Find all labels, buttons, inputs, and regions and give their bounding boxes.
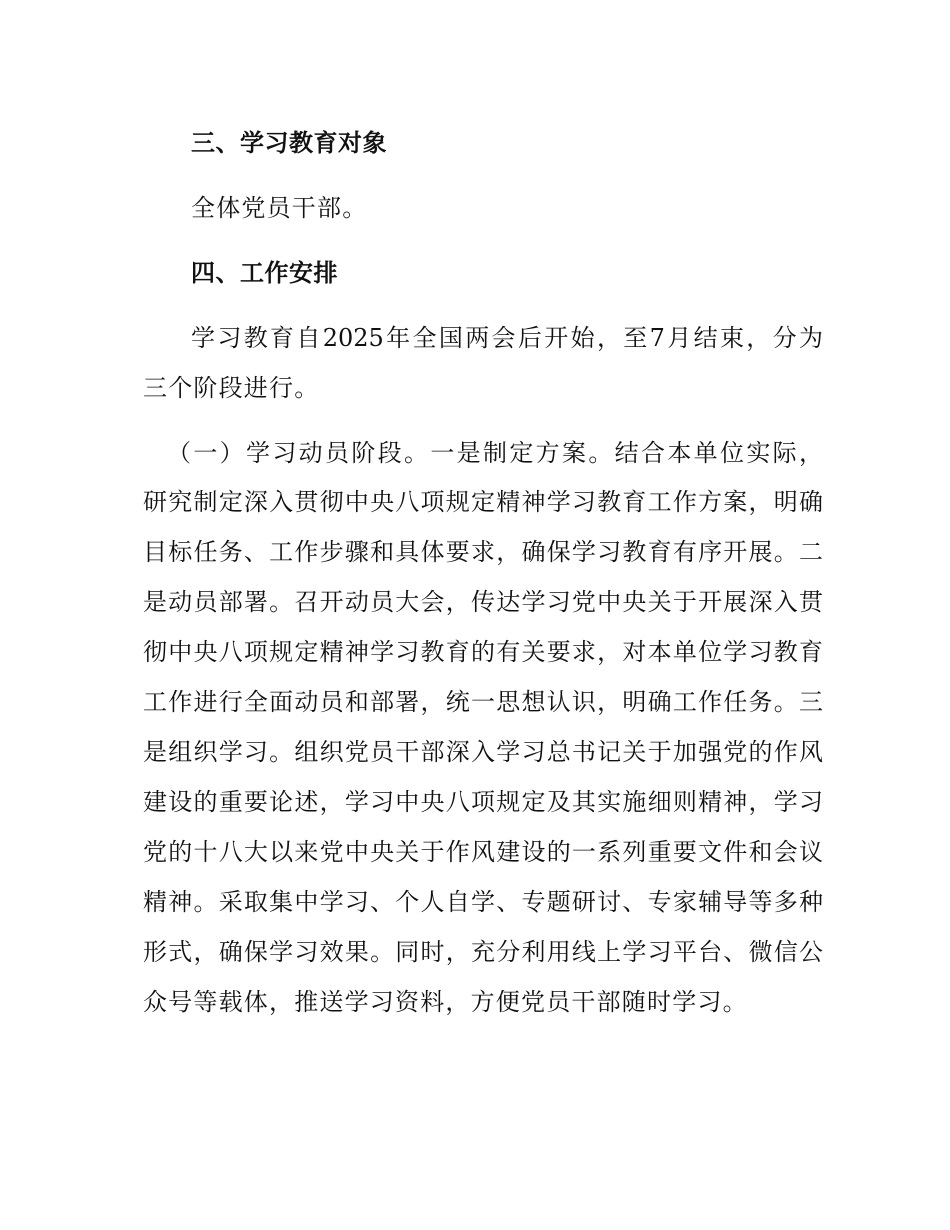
section-body-line: 三个阶段进行。 [143, 374, 320, 402]
paragraph-line: 是动员部署。召开动员大会，传达学习党中央关于开展深入贯 [143, 588, 823, 616]
section-body-line: 学习教育自2025年全国两会后开始，至7月结束，分为 [191, 324, 823, 352]
paragraph-line: 党的十八大以来党中央关于作风建设的一系列重要文件和会议 [143, 838, 823, 866]
paragraph-line: 众号等载体，推送学习资料，方便党员干部随时学习。 [143, 988, 748, 1016]
paragraph-line: 是组织学习。组织党员干部深入学习总书记关于加强党的作风 [143, 738, 823, 766]
paragraph-line: 精神。采取集中学习、个人自学、专题研讨、专家辅导等多种 [143, 888, 823, 916]
paragraph-line: （一）学习动员阶段。一是制定方案。结合本单位实际， [167, 439, 823, 467]
section-body-line: 全体党员干部。 [191, 194, 368, 222]
paragraph-line: 研究制定深入贯彻中央八项规定精神学习教育工作方案，明确 [143, 488, 823, 516]
paragraph-line: 彻中央八项规定精神学习教育的有关要求，对本单位学习教育 [143, 638, 823, 666]
paragraph-line: 目标任务、工作步骤和具体要求，确保学习教育有序开展。二 [143, 538, 823, 566]
paragraph-line: 形式，确保学习效果。同时，充分利用线上学习平台、微信公 [143, 938, 823, 966]
section-heading-work-arrangement: 四、工作安排 [191, 259, 338, 287]
section-heading-learning-targets: 三、学习教育对象 [191, 129, 387, 157]
paragraph-line: 工作进行全面动员和部署，统一思想认识，明确工作任务。三 [143, 688, 823, 716]
paragraph-line: 建设的重要论述，学习中央八项规定及其实施细则精神，学习 [143, 788, 823, 816]
